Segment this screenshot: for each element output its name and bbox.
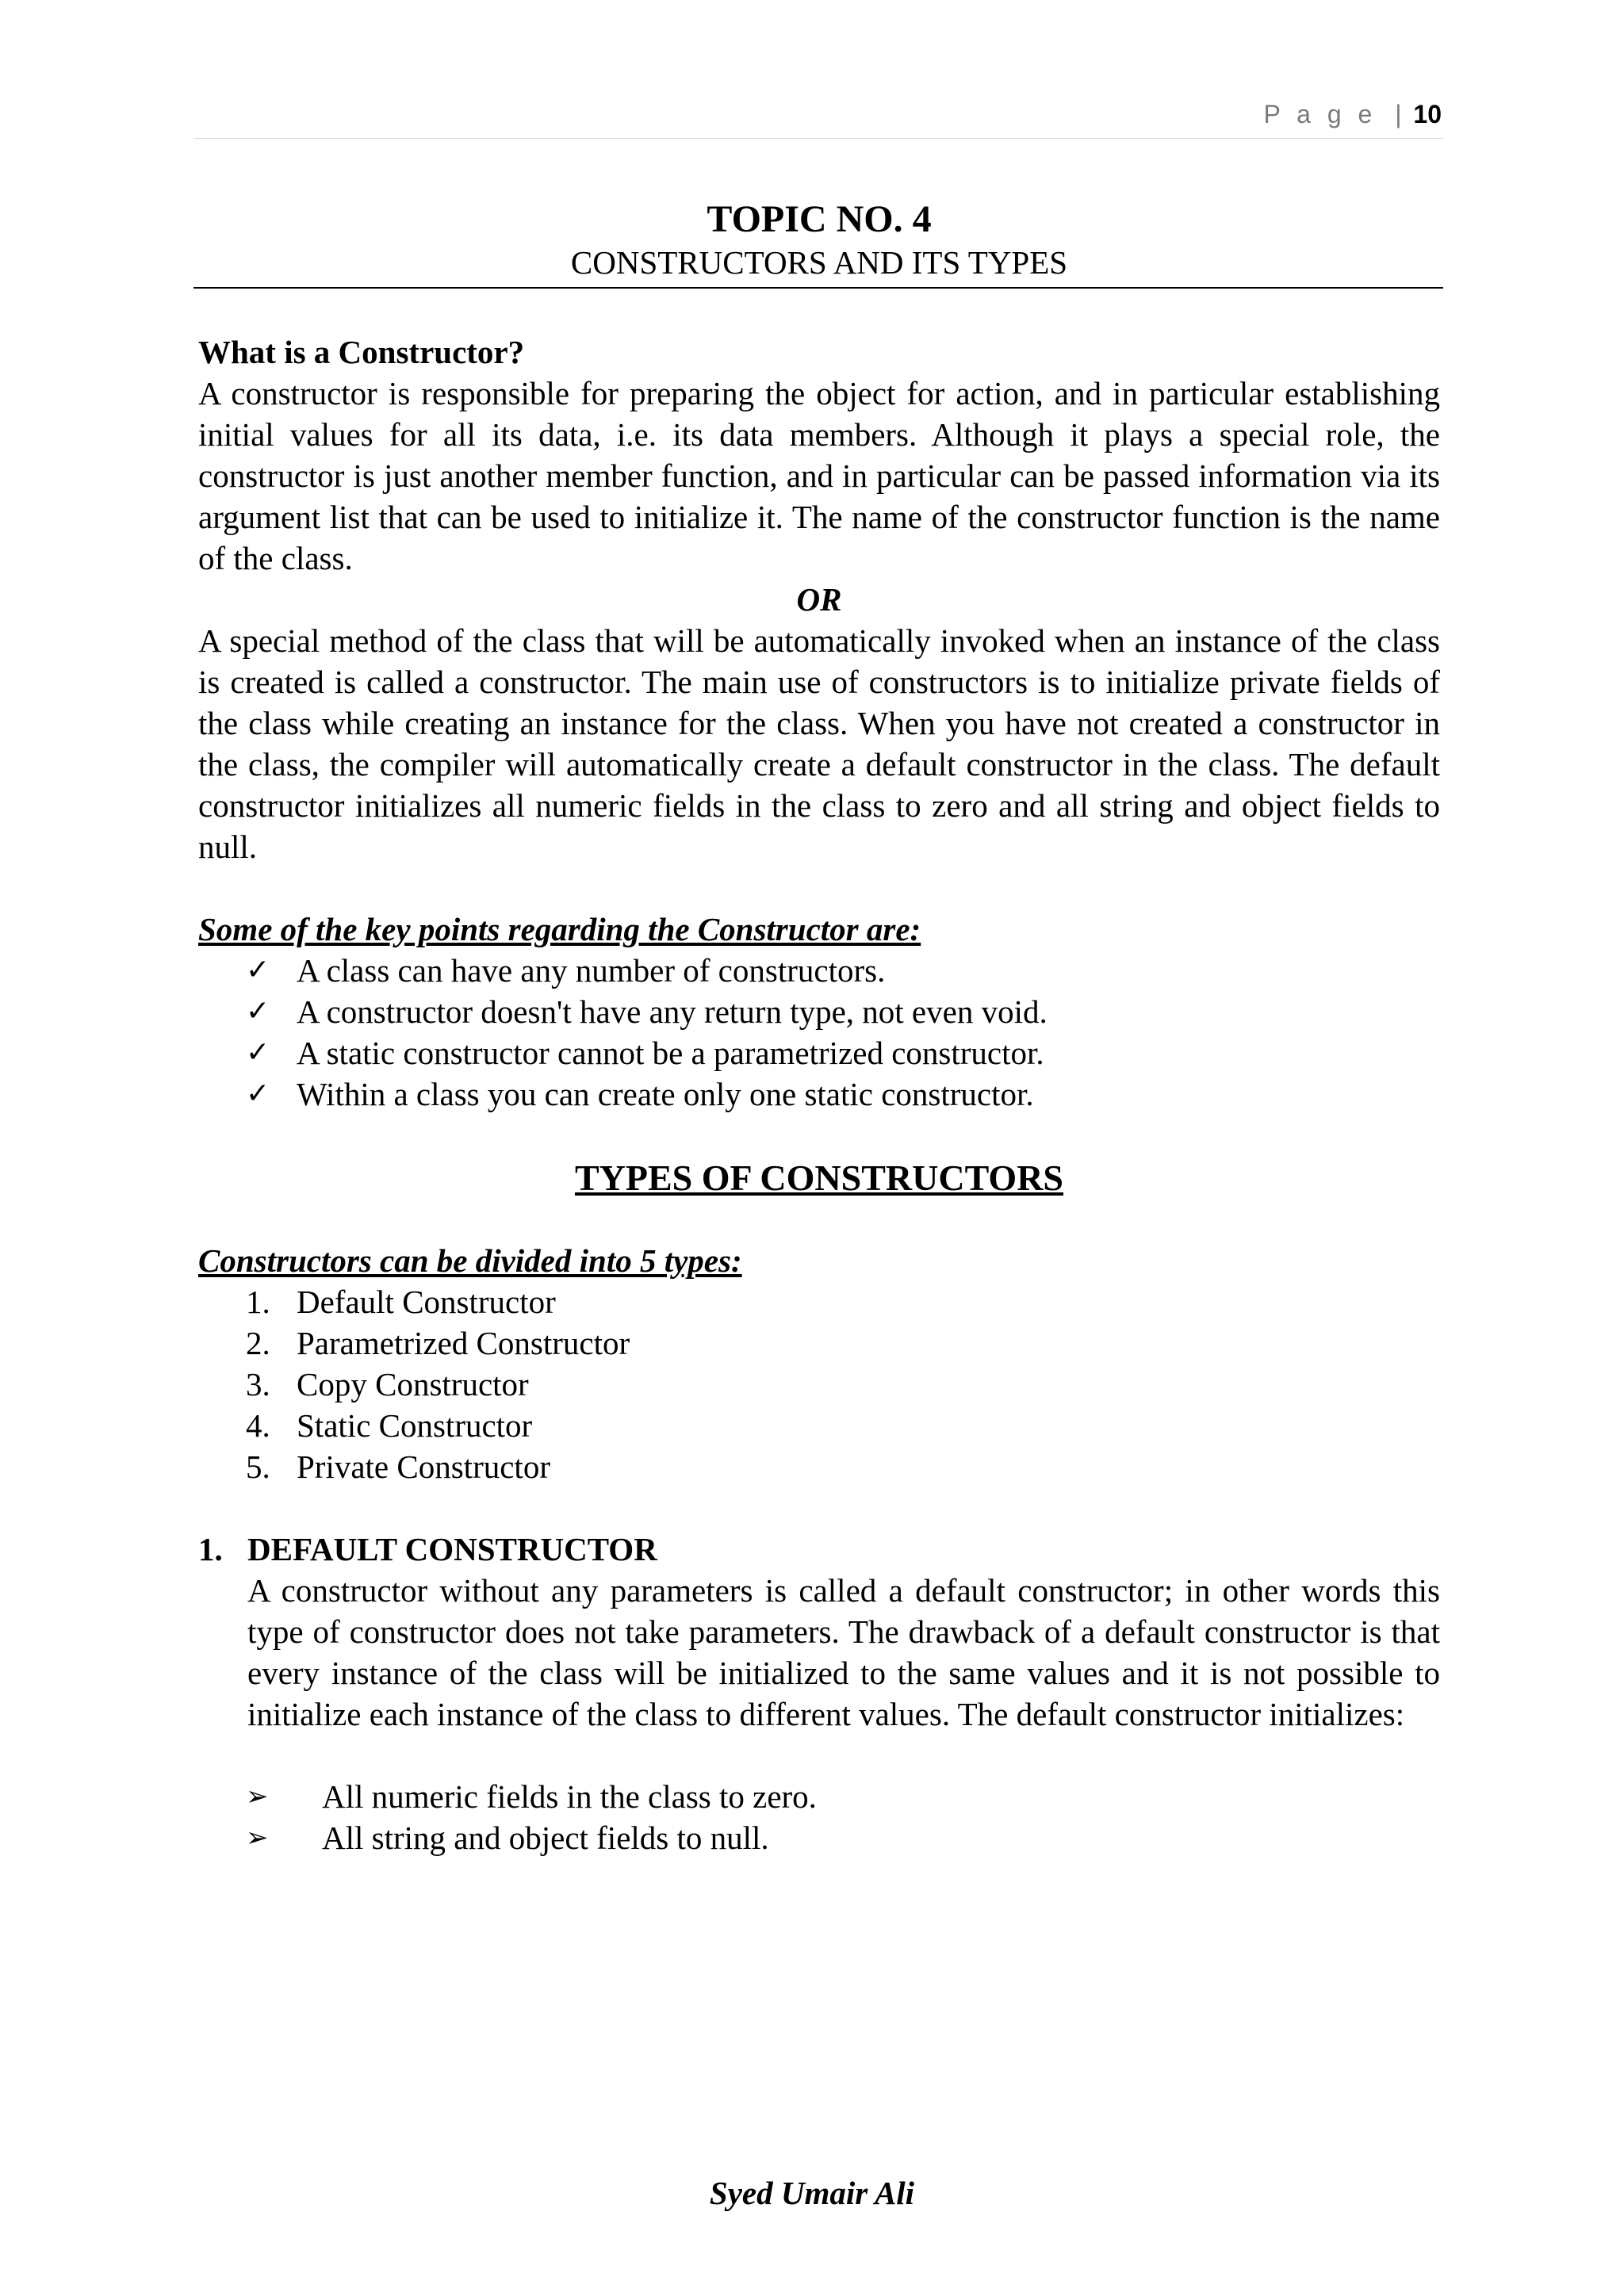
- types-section-heading: TYPES OF CONSTRUCTORS: [574, 1158, 1063, 1198]
- list-item: [198, 1817, 1440, 1858]
- topic-title: TOPIC NO. 4: [707, 198, 932, 240]
- arrow-bullet-icon: ➢: [246, 1822, 269, 1854]
- list-item-text: A constructor doesn't have any return type, not even void.: [297, 993, 1048, 1030]
- checkmark-icon: ✓: [246, 954, 270, 986]
- list-item-text: Within a class you can create only one static constructor.: [297, 1076, 1034, 1112]
- default-constructor-heading: [198, 1529, 1440, 1570]
- list-item-text: Static Constructor: [297, 1407, 533, 1444]
- list-item: [198, 1073, 1440, 1115]
- topic-subtitle: CONSTRUCTORS AND ITS TYPES: [570, 244, 1068, 281]
- list-item-text: All numeric fields in the class to zero.: [322, 1778, 817, 1815]
- list-item-text: Private Constructor: [297, 1448, 550, 1485]
- key-points-list: [198, 950, 1440, 1115]
- default-constructor-list: [198, 1776, 1440, 1858]
- list-item-text: All string and object fields to null.: [322, 1820, 769, 1856]
- list-item: [198, 1281, 1440, 1322]
- list-item: [198, 1776, 1440, 1817]
- list-item: [198, 1446, 1440, 1487]
- header-divider: [193, 138, 1443, 139]
- checkmark-icon: ✓: [246, 995, 270, 1027]
- list-item-text: Copy Constructor: [297, 1366, 529, 1402]
- types-list: [198, 1281, 1440, 1487]
- list-item-text: Parametrized Constructor: [297, 1325, 630, 1361]
- list-number: 4.: [246, 1407, 270, 1444]
- list-item: [198, 1032, 1440, 1073]
- checkmark-icon: ✓: [246, 1036, 270, 1069]
- list-number: 5.: [246, 1448, 270, 1485]
- list-item: [198, 950, 1440, 991]
- default-constructor-paragraph: A constructor without any parameters is called a default constructor; in other words this type of constructor does not take parameters. The drawback of a default constructor is that every instance of the class will be initialized to the same values and it is not possible to initialize each instance of the class to different values. The default constructor initializes:: [247, 1572, 1440, 1732]
- heading-number: 1.: [198, 1531, 223, 1567]
- footer-author: Syed Umair Ali: [709, 2175, 915, 2211]
- list-item: [198, 1364, 1440, 1405]
- page-header: [1263, 100, 1442, 129]
- list-number: 1.: [246, 1284, 270, 1320]
- key-points-heading: Some of the key points regarding the Constructor are:: [198, 911, 921, 947]
- page-number: 10: [1413, 100, 1442, 128]
- types-heading: Constructors can be divided into 5 types:: [198, 1242, 742, 1279]
- heading-text: DEFAULT CONSTRUCTOR: [247, 1531, 657, 1567]
- page-separator: |: [1395, 100, 1402, 128]
- list-item-text: A class can have any number of constructors.: [297, 952, 886, 989]
- page-label: P a g e: [1263, 100, 1377, 128]
- list-number: 3.: [246, 1366, 270, 1402]
- document-body: [198, 197, 1440, 1858]
- intro-question: What is a Constructor?: [198, 334, 525, 370]
- or-separator: OR: [796, 581, 842, 618]
- checkmark-icon: ✓: [246, 1077, 270, 1110]
- arrow-bullet-icon: ➢: [246, 1781, 269, 1812]
- list-number: 2.: [246, 1325, 270, 1361]
- intro-paragraph-1: A constructor is responsible for preparing the object for action, and in particular establishing initial values for all its data, i.e. its data members. Although it plays a special role, the constructor is just another member function, and in particular can be passed information via its argument list that can be used to initialize it. The name of the constructor function is the name of the class.: [198, 375, 1440, 576]
- list-item-text: A static constructor cannot be a parametrized constructor.: [297, 1035, 1044, 1071]
- intro-paragraph-2: A special method of the class that will be automatically invoked when an instance of the class is created is called a constructor. The main use of constructors is to initialize private fields of the class while creating an instance for the class. When you have not created a constructor in the class, the compiler will automatically create a default constructor in the class. The default constructor initializes all numeric fields in the class to zero and all string and object fields to null.: [198, 622, 1440, 865]
- list-item: [198, 991, 1440, 1032]
- list-item: [198, 1405, 1440, 1446]
- list-item-text: Default Constructor: [297, 1284, 556, 1320]
- list-item: [198, 1322, 1440, 1364]
- title-divider: [193, 287, 1443, 289]
